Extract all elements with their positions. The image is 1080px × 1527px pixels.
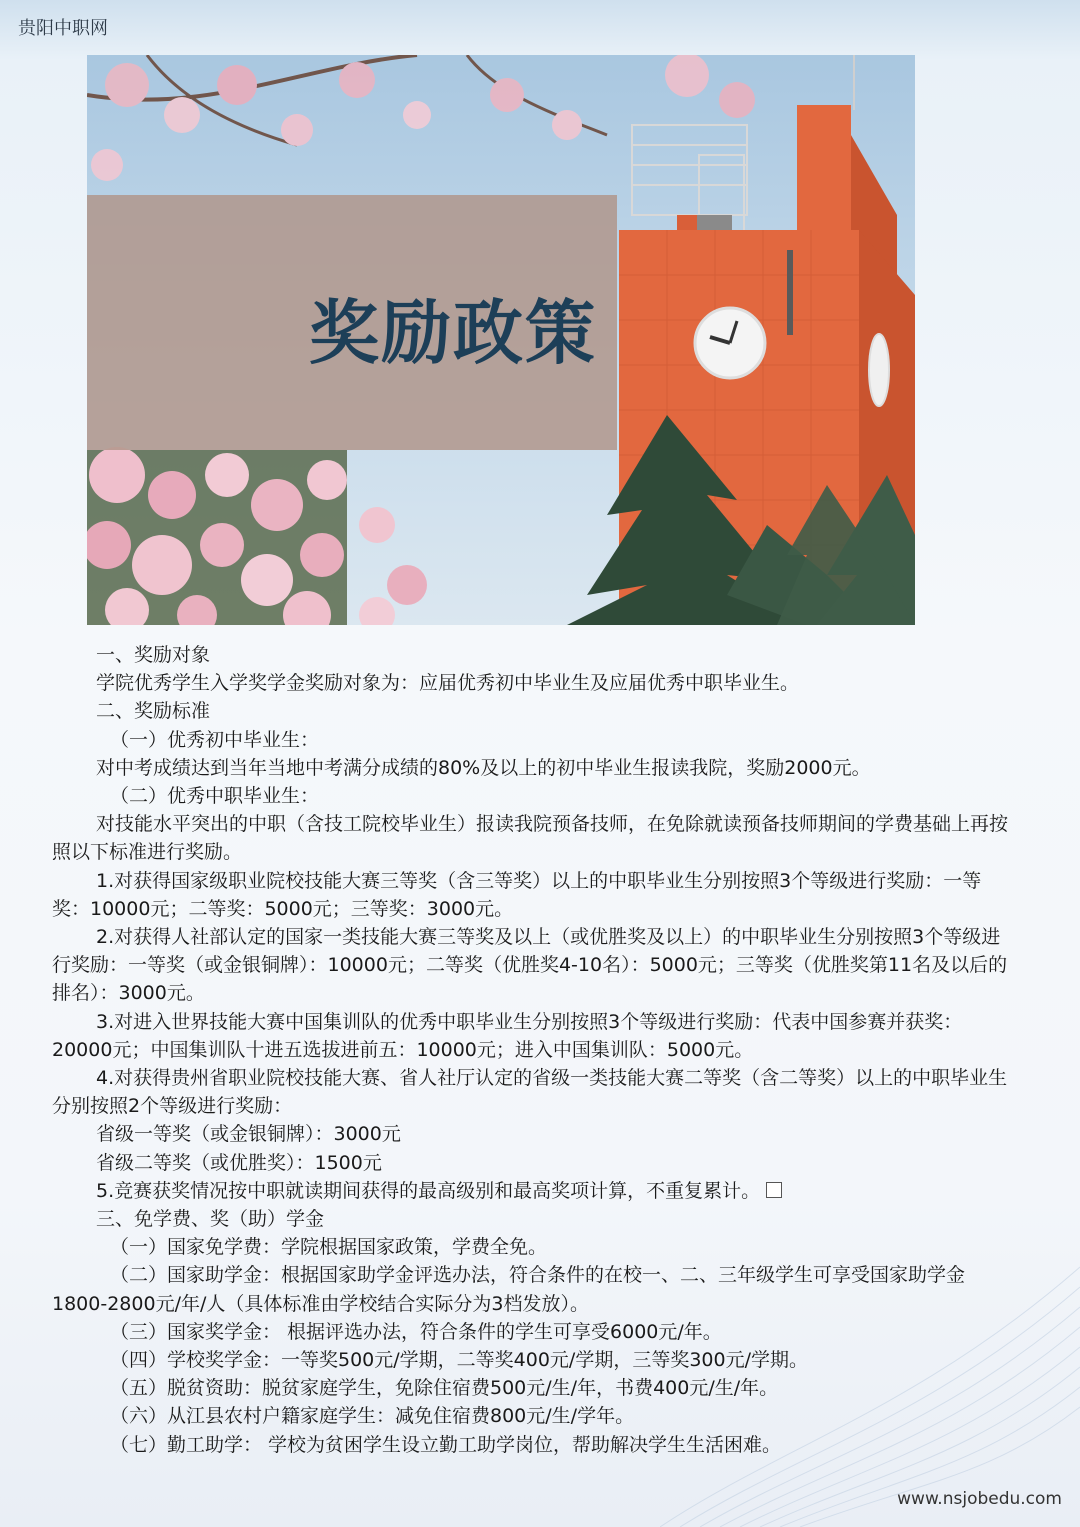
list-item [52, 1177, 1012, 1205]
site-watermark: www.nsjobedu.com [897, 1489, 1062, 1509]
site-name: 贵阳中职网 [18, 18, 108, 39]
page-title: 奖励政策 [309, 292, 597, 374]
list-item: （七）勤工助学： 学校为贫困学生设立勤工助学岗位，帮助解决学生生活困难。 [110, 1433, 782, 1456]
list-item: 1.对获得国家级职业院校技能大赛三等奖（含三等奖）以上的中职毕业生分别按照3个等级进行奖励：一等奖：10000元；二等奖：5000元；三等奖：3000元。 [52, 869, 982, 920]
list-item-text: 5.竞赛获奖情况按中职就读期间获得的最高级别和最高奖项计算，不重复累计。 [96, 1179, 761, 1202]
list-item: （一）国家免学费：学院根据国家政策，学费全免。 [110, 1236, 548, 1259]
blossom-bush-bottom [87, 447, 427, 625]
list-item: 2.对获得人社部认定的国家一类技能大赛三等奖及以上（或优胜奖及以上）的中职毕业生分别按照3个等级进行奖励：一等奖（或金银铜牌）：10000元；二等奖（优胜奖4-10名）：5000元；三等奖（优胜奖第11名及以后的排名）：3000元。 [52, 926, 1008, 1005]
list-item: 3.对进入世界技能大赛中国集训队的优秀中职毕业生分别按照3个等级进行奖励：代表中国参赛并获奖：20000元；中国集训队十进五选拔进前五：10000元；进入中国集训队：5000元。 [52, 1010, 963, 1061]
blossom-branch-top [87, 55, 755, 181]
section-heading: 二、奖励标准 [96, 700, 211, 723]
subheading: （一）优秀初中毕业生： [110, 728, 320, 751]
section-heading: 三、免学费、奖（助）学金 [96, 1208, 325, 1231]
list-item: （四）学校奖学金：一等奖500元/学期，二等奖400元/学期，三等奖300元/学期。 [110, 1349, 809, 1372]
list-item: 省级一等奖（或金银铜牌）：3000元 [96, 1123, 401, 1146]
paragraph: 对中考成绩达到当年当地中考满分成绩的80%及以上的初中毕业生报读我院，奖励2000元。 [96, 756, 871, 779]
list-item: 省级二等奖（或优胜奖）：1500元 [96, 1151, 382, 1174]
list-item: （六）从江县农村户籍家庭学生：减免住宿费800元/生/学年。 [110, 1405, 635, 1428]
hero-banner [87, 55, 915, 625]
decorative-wave [660, 1207, 1080, 1527]
checkbox-square-icon [766, 1182, 782, 1198]
list-item: （三）国家奖学金： 根据评选办法，符合条件的学生可享受6000元/年。 [110, 1320, 722, 1343]
paragraph: 学院优秀学生入学奖学金奖励对象为：应届优秀初中毕业生及应届优秀中职毕业生。 [96, 672, 800, 695]
subheading: （二）优秀中职毕业生： [110, 785, 320, 808]
list-item: 4.对获得贵州省职业院校技能大赛、省人社厅认定的省级一类技能大赛二等奖（含二等奖）以上的中职毕业生分别按照2个等级进行奖励： [52, 1067, 1008, 1118]
list-item: （二）国家助学金：根据国家助学金评选办法，符合条件的在校一、二、三年级学生可享受国家助学金1800-2800元/年/人（具体标准由学校结合实际分为3档发放）。 [52, 1264, 966, 1315]
paragraph: 对技能水平突出的中职（含技工院校毕业生）报读我院预备技师，在免除就读预备技师期间的学费基础上再按照以下标准进行奖励。 [52, 813, 1009, 864]
section-heading: 一、奖励对象 [96, 644, 211, 666]
list-item: （五）脱贫资助：脱贫家庭学生，免除住宿费500元/生/年，书费400元/生/年。 [110, 1377, 779, 1400]
